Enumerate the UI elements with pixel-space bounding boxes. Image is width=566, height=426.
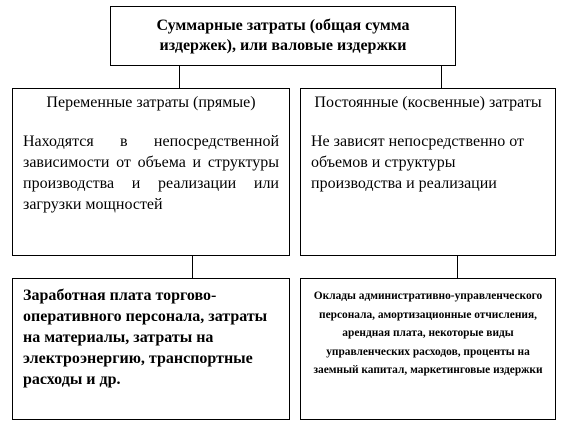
- variable-costs-examples-text: Заработная плата торгово-оперативного персонала, затраты на материалы, затраты на электроэнергию, транспортные расходы и др.: [23, 287, 268, 388]
- fixed-costs-description: Не зависят непосредственно от объемов и структуры производства и реализации: [311, 133, 524, 192]
- connector-top-to-variable: [179, 66, 180, 88]
- connector-top-to-fixed: [441, 66, 442, 88]
- variable-costs-description: Находятся в непосредственной зависимости от объема и структуры производства и реализации или загрузки мощностей: [23, 133, 279, 213]
- fixed-costs-examples-text: Оклады административно-управленческого персонала, амортизационные отчисления, арендная плата, некоторые виды управленческих расходов, проценты на заемный капитал, маркетинговые издержки: [313, 290, 543, 377]
- fixed-costs-title: Постоянные (косвенные) затраты: [314, 94, 542, 111]
- connector-variable-to-examples: [192, 256, 193, 278]
- total-costs-label: Суммарные затраты (общая сумма издержек), или валовые издержки: [156, 17, 410, 54]
- total-costs-box: [110, 6, 456, 66]
- fixed-costs-examples-box: [300, 278, 556, 420]
- variable-costs-title: Переменные затраты (прямые): [46, 94, 256, 111]
- fixed-costs-box: [300, 88, 556, 256]
- variable-costs-examples-box: [12, 278, 290, 420]
- connector-fixed-to-examples: [457, 256, 458, 278]
- variable-costs-box: [12, 88, 290, 256]
